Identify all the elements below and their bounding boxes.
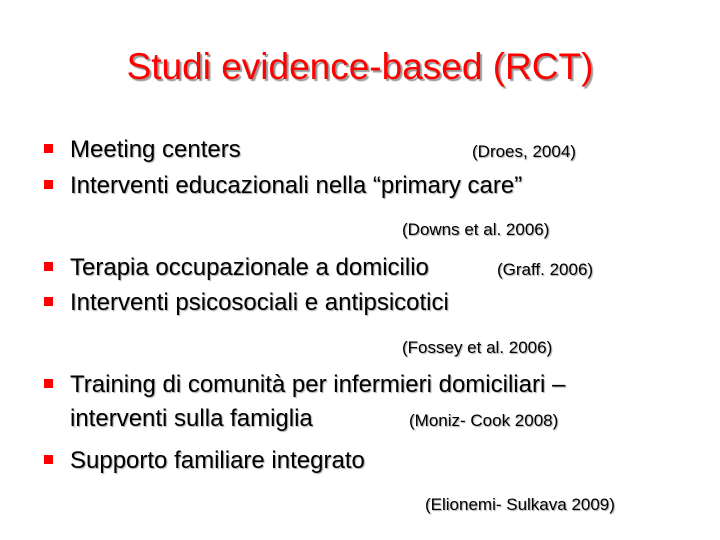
bullet-text: Interventi educazionali nella “primary care” xyxy=(70,172,523,199)
citation: (Moniz- Cook 2008) xyxy=(409,411,559,430)
slide-title: Studi evidence-based (RCT) xyxy=(126,46,594,87)
citation: (Downs et al. 2006) xyxy=(402,220,550,239)
square-bullet-icon xyxy=(44,262,53,271)
bullet-text: interventi sulla famiglia xyxy=(70,405,313,432)
square-bullet-icon xyxy=(44,455,53,464)
square-bullet-icon xyxy=(44,379,53,388)
citation: (Droes, 2004) xyxy=(472,142,576,161)
square-bullet-icon xyxy=(44,144,53,153)
square-bullet-icon xyxy=(44,180,53,189)
bullet-text: Supporto familiare integrato xyxy=(70,447,365,474)
bullet-text: Meeting centers xyxy=(70,136,241,163)
bullet-text: Interventi psicosociali e antipsicotici xyxy=(70,289,449,316)
citation: (Fossey et al. 2006) xyxy=(402,338,553,357)
citation: (Elionemi- Sulkava 2009) xyxy=(425,495,615,514)
square-bullet-icon xyxy=(44,297,53,306)
bullet-text: Training di comunità per infermieri domiciliari – xyxy=(70,371,566,398)
citation: (Graff. 2006) xyxy=(497,260,594,279)
bullet-text: Terapia occupazionale a domicilio xyxy=(70,254,429,281)
